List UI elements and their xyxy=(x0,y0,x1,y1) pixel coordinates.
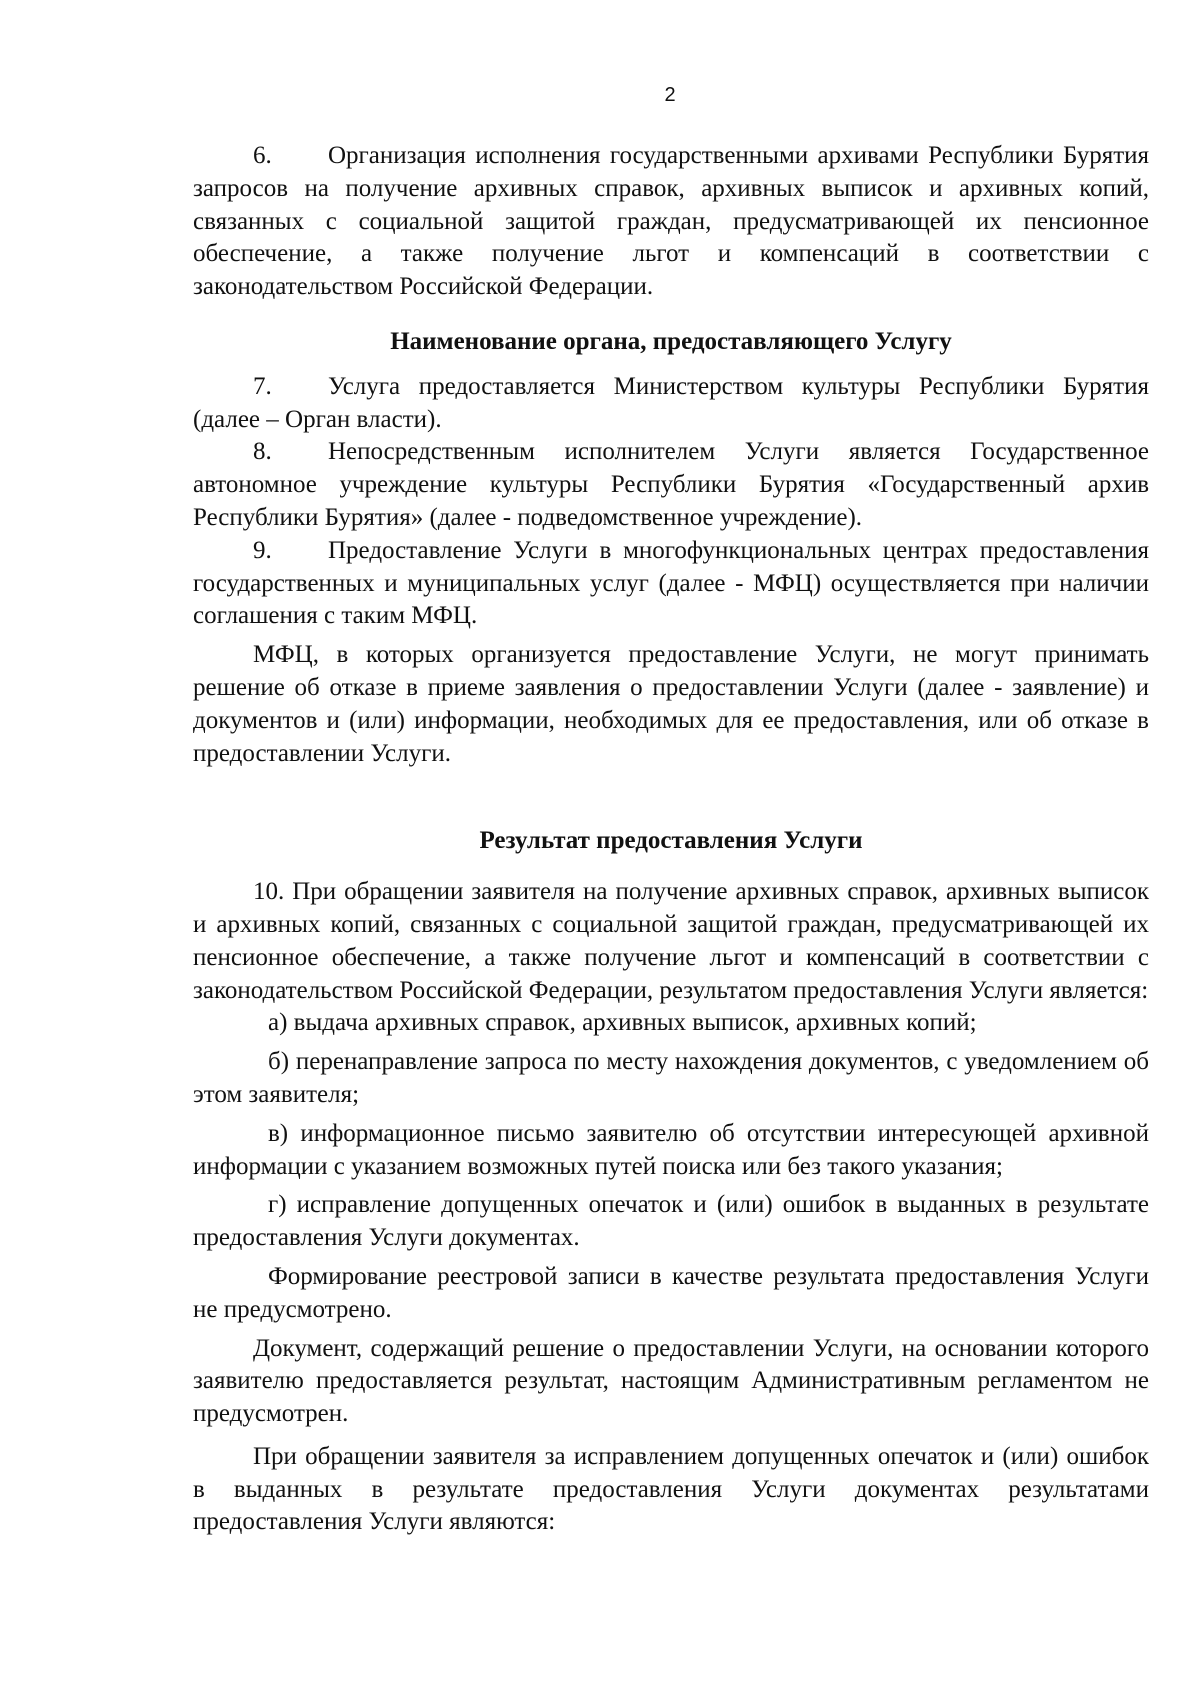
list-item-v: в) информационное письмо заявителю об отсутствии интересующей архивной информации с указанием возможных путей поиска или без такого указания; xyxy=(193,1119,1149,1180)
paragraph-number: 6. xyxy=(253,142,272,169)
list-item-g: г) исправление допущенных опечаток и (или) ошибок в выданных в результате предоставления Услуги документах. xyxy=(193,1191,1149,1252)
paragraph-document: Документ, содержащий решение о предоставлении Услуги, на основании которого заявителю предоставляется результат, настоящим Административным регламентом не предусмотрен. xyxy=(193,1334,1149,1428)
paragraph-9 xyxy=(193,535,1149,633)
list-item-b: б) перенаправление запроса по месту нахождения документов, с уведомлением об этом заявителя; xyxy=(193,1048,1149,1108)
paragraph-registry: Формирование реестровой записи в качестве результата предоставления Услуги не предусмотрено. xyxy=(193,1262,1149,1323)
page-number: 2 xyxy=(664,84,676,106)
section-heading-result: Результат предоставления Услуги xyxy=(479,827,863,855)
paragraph-mfc: МФЦ, в которых организуется предоставление Услуги, не могут принимать решение об отказе в приеме заявления о предоставлении Услуги (далее - заявление) и документов и (или) информации, необходимых для ее предоставления, или об отказе в предоставлении Услуги. xyxy=(193,641,1149,767)
paragraph-correction: При обращении заявителя за исправлением допущенных опечаток и (или) ошибок в выданных в результате предоставления Услуги документах результатами предоставления Услуги являются: xyxy=(193,1442,1149,1536)
paragraph-number: 8. xyxy=(253,438,272,466)
paragraph-10: 10. При обращении заявителя на получение архивных справок, архивных выписок и архивных копий, связанных с социальной защитой граждан, предусматривающей их пенсионное обеспечение, а также получение льгот и компенсаций в соответствии с законодательством Российской Федерации, результатом предоставления Услуги является: xyxy=(193,878,1149,1004)
paragraph-7 xyxy=(193,371,1149,437)
paragraph-8 xyxy=(193,436,1149,534)
paragraph-number: 7. xyxy=(253,372,272,400)
section-heading-authority: Наименование органа, предоставляющего Услугу xyxy=(390,327,952,355)
list-item-a: а) выдача архивных справок, архивных выписок, архивных копий; xyxy=(268,1009,977,1037)
document-body xyxy=(193,140,1149,1539)
paragraph-number: 9. xyxy=(253,536,272,564)
paragraph-6 xyxy=(193,140,1149,304)
paragraph-text: Организация исполнения государственными архивами Республики Бурятия запросов на получение архивных справок, архивных выписок и архивных копий, связанных с социальной защитой граждан, предусматривающей их пенсионное обеспечение, а также получение льгот и компенсаций в соответствии с законодательством Российской Федерации. xyxy=(193,142,1149,301)
paragraph-text: Непосредственным исполнителем Услуги является Государственное автономное учреждение культуры Республики Бурятия «Государственный архив Республики Бурятия» (далее - подведомственное учреждение). xyxy=(193,438,1149,531)
paragraph-text: Услуга предоставляется Министерством культуры Республики Бурятия (далее – Орган власти). xyxy=(193,372,1149,433)
paragraph-text: Предоставление Услуги в многофункциональных центрах предоставления государственных и муниципальных услуг (далее - МФЦ) осуществляется при наличии соглашения с таким МФЦ. xyxy=(193,536,1149,630)
